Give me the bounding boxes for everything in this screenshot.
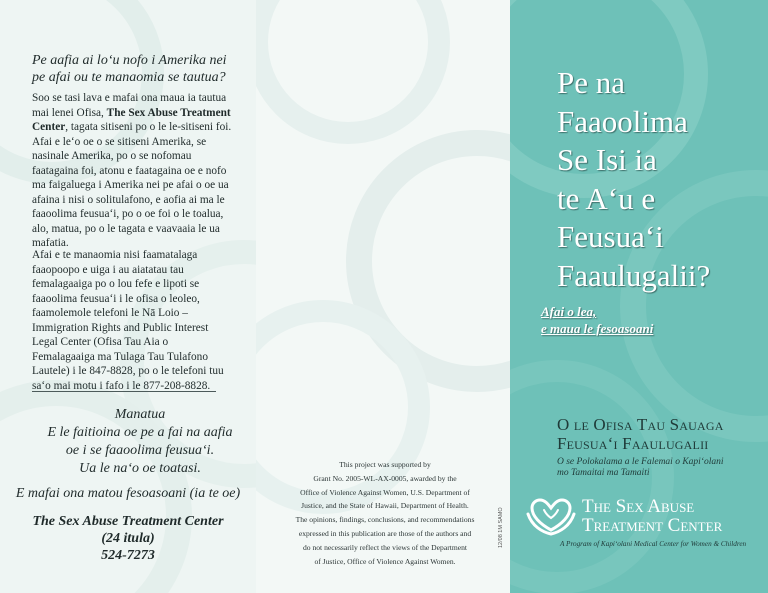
- office-subtitle: O se Polokalama a le Falemai o Kapi‘olani mo Tamaitai ma Tamaiti: [557, 457, 724, 478]
- cover-title: Pe na Faaoolima Se Isi ia te A‘u e Feusua‘i Faaulugalii?: [557, 65, 711, 293]
- contact-block: The Sex Abuse Treatment Center (24 itula) 524-7273: [20, 513, 236, 564]
- print-code: 12/08 1M SAMO: [498, 507, 504, 548]
- help-line: E mafai ona matou fesoasoani (ia te oe): [15, 486, 241, 501]
- swirl-decoration: [256, 0, 450, 144]
- immigration-paragraph: Afai e te manaomia nisi faamatalaga faaopoopo e uiga i au aiatatau tau femalagaaiga po o lou fefe e lipoti se faaoolima feusua‘i i le ofisa o leoleo, faamolemole telefoni le Nā Loio – Immigration Rights and Public Interest Legal Center (Ofisa Tau Aia o Femalagaaiga ma Tulaga Tau Tulafono Lautele) i le 847-8828, po o le telefoni tuu sa‘o mai motu i fafo i le 877-208-8828.: [32, 249, 224, 392]
- hands-heart-logo-icon: [526, 496, 576, 536]
- eligibility-paragraph: Soo se tasi lava e mafai ona maua ia tautua mai lenei Ofisa, The Sex Abuse Treatment Center, tagata sitiseni po o le le-sitiseni foi. Afai e le‘o oe o se sitiseni Amerika, se nasinale Amerika, po o se nofomau faatagaina foi, atonu e faatagaina oe e nofo ma faigaluega i Amerika nei pe afai o oe ua afaina i nisi o solitulafono, e aofia ai ma le faaoolima feusua‘i, po o oe foi o le toalua, alo, matua, po o le tagata e vaavaaia le ua mafatia.: [32, 92, 232, 249]
- grant-statement: This project was supported by Grant No. 2005-WL-AX-0005, awarded by the Office of Violence Against Women, U.S. Department of Justice, and the State of Hawaii, Department of Health. The opinions, findings, conclusions, and recommendations expressed in this publication are those of the authors and do not necessarily reflect the views of the Department of Justice, Office of Violence Against Women.: [295, 460, 475, 566]
- phone-number: 524-7273: [101, 548, 155, 563]
- divider: [32, 391, 216, 392]
- program-line: A Program of Kapi‘olani Medical Center for Women & Children: [560, 540, 747, 548]
- intro-heading: Pe aafia ai lo‘u nofo i Amerika nei pe afai ou te manaomia se tautua?: [32, 53, 227, 85]
- office-name: O le Ofisa Tau Sauaga Feusua‘i Faaulugalii: [557, 415, 724, 453]
- cover-subtitle: Afai o lea, e maua le fesoasoani: [541, 304, 654, 336]
- org-name: The Sex Abuse Treatment Center: [32, 106, 231, 133]
- remember-block: Manatua E le faitioina oe pe a fai na aafia oe i se faaoolima feusua‘i. Ua le na‘o oe toatasi.: [47, 407, 233, 476]
- center-logo-name: The Sex Abuse Treatment Center: [582, 496, 723, 536]
